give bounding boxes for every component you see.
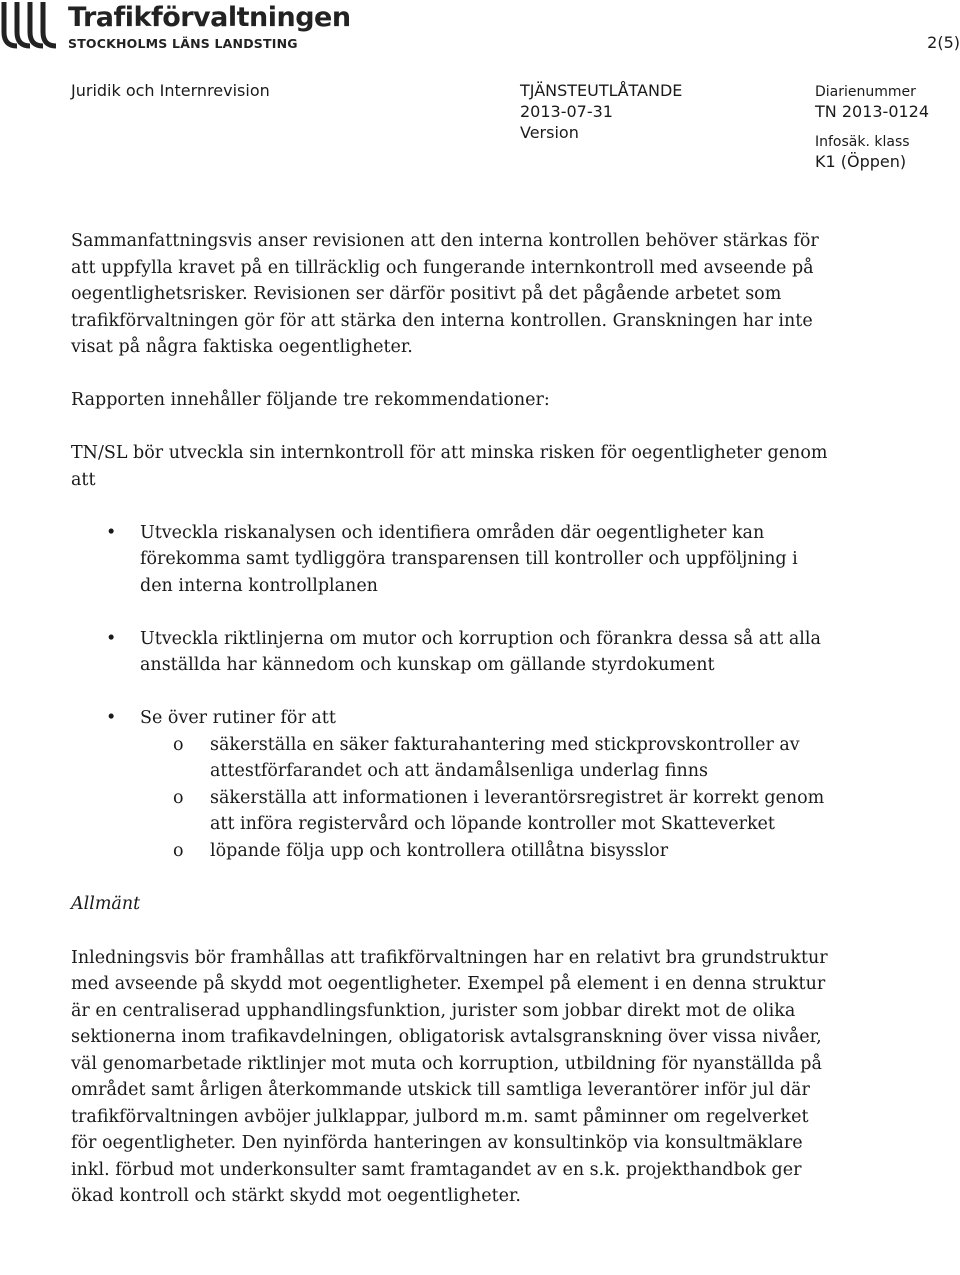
logo bbox=[0, 0, 351, 56]
recommendation-item: • Utveckla riktlinjerna om mutor och korruption och förankra dessa så att alla anställda har kännedom och kunskap om gällande styrdokument bbox=[71, 626, 831, 679]
header-diary-number: TN 2013-0124 bbox=[815, 102, 930, 121]
routine-sub-item: o löpande följa upp och kontrollera otillåtna bisysslor bbox=[140, 838, 831, 865]
header-doc-type: TJÄNSTEUTLÅTANDE bbox=[520, 81, 683, 100]
logo-name: Trafikförvaltningen bbox=[68, 2, 351, 33]
header-classification-label: Infosäk. klass bbox=[815, 134, 910, 150]
section-heading: Allmänt bbox=[71, 894, 141, 914]
routine-sub-list bbox=[140, 732, 831, 865]
recommendation-item-routines bbox=[71, 705, 831, 864]
header-diary-label: Diarienummer bbox=[815, 84, 916, 100]
logo-subtitle: STOCKHOLMS LÄNS LANDSTING bbox=[68, 36, 298, 51]
summary-paragraph: Sammanfattningsvis anser revisionen att den interna kontrollen behöver stärkas för att uppfylla kravet på en tillräcklig och fungerande internkontroll med avseende på oegentlighetsrisker. Revisionen ser därför positivt på det pågående arbetet som trafikförvaltningen gör för att stärka den interna kontrollen. Granskningen har inte visat på några faktiska oegentligheter. bbox=[71, 231, 819, 357]
header-date: 2013-07-31 bbox=[520, 102, 613, 121]
document-body bbox=[71, 228, 831, 1210]
routine-sub-item: o säkerställa att informationen i leverantörsregistret är korrekt genom att införa registervård och löpande kontroller mot Skatteverket bbox=[140, 785, 831, 838]
recommendation-item: • Utveckla riskanalysen och identifiera områden där oegentligheter kan förekomma samt tydliggöra transparensen till kontroller och uppföljning i den interna kontrollplanen bbox=[71, 520, 831, 600]
page-number: 2(5) bbox=[927, 33, 960, 52]
recommendation-list bbox=[71, 520, 831, 865]
header-department: Juridik och Internrevision bbox=[71, 81, 270, 100]
header-version-label: Version bbox=[520, 123, 579, 142]
general-paragraph: Inledningsvis bör framhållas att trafikförvaltningen har en relativt bra grundstruktur med avseende på skydd mot oegentligheter. Exempel på element i en denna struktur är en centraliserad upphandlingsfunktion, jurister som jobbar direkt mot de olika sektionerna inom trafikavdelningen, obligatorisk avtalsgranskning över vissa nivåer, väl genomarbetade riktlinjer mot muta och korruption, utbildning för nyanställda på området samt årligen återkommande utskick till samtliga leverantörer inför jul där trafikförvaltningen avböjer julklappar, julbord m.m. samt påminner om regelverket för oegentligheter. Den nyinförda hanteringen av konsultinköp via konsultmäklare inkl. förbud mot underkonsulter samt framtagandet av en s.k. projekthandbok ger ökad kontroll och stärkt skydd mot oegentligheter. bbox=[71, 947, 828, 1206]
header-classification-value: K1 (Öppen) bbox=[815, 152, 907, 171]
landsting-logo-icon bbox=[0, 0, 62, 52]
routine-sub-item: o säkerställa en säker fakturahantering med stickprovskontroller av attestförfarandet och att ändamålsenliga underlag finns bbox=[140, 732, 831, 785]
tnsl-intro: TN/SL bör utveckla sin internkontroll för att minska risken för oegentligheter genom att bbox=[71, 443, 828, 490]
recommendations-intro: Rapporten innehåller följande tre rekommendationer: bbox=[71, 390, 550, 410]
recommendation-item-lead: Se över rutiner för att bbox=[140, 708, 336, 728]
